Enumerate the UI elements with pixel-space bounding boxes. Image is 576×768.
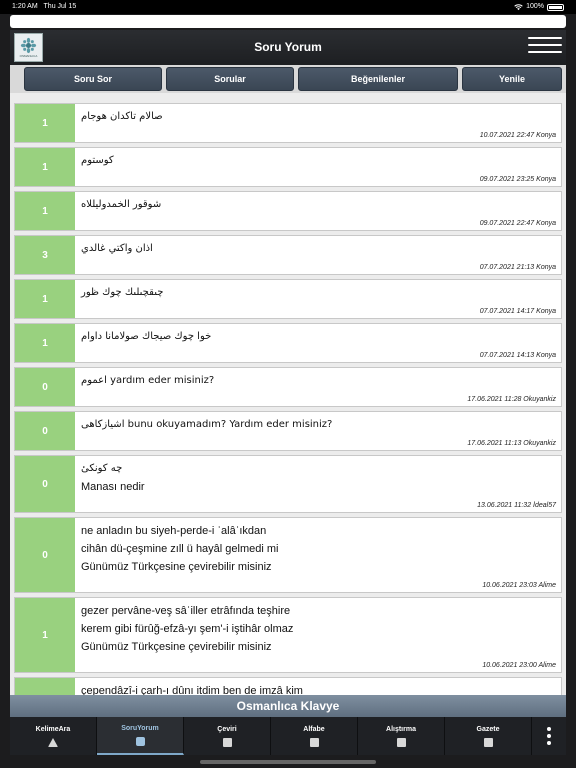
question-text-line: چىقچىلىك چوك ظور xyxy=(81,287,164,298)
address-bar xyxy=(10,15,566,28)
ask-question-button[interactable]: Soru Sor xyxy=(24,67,162,91)
tab-alfabe[interactable] xyxy=(271,717,358,755)
question-meta: 07.07.2021 21:13 Konya xyxy=(479,264,556,271)
question-text-line: Günümüz Türkçesine çevirebilir misiniz xyxy=(81,561,272,573)
page-title: Soru Yorum xyxy=(254,40,322,54)
question-text-line: Günümüz Türkçesine çevirebilir misiniz xyxy=(81,641,272,653)
question-meta: 07.07.2021 14:17 Konya xyxy=(479,308,556,315)
tab-label: Alfabe xyxy=(303,725,325,733)
tab-label: Alıştırma xyxy=(386,725,416,733)
newspaper-icon xyxy=(484,738,493,747)
answer-count-badge: 1 xyxy=(15,324,75,362)
answer-count-badge: 1 xyxy=(15,148,75,186)
answer-count-badge: 1 xyxy=(15,598,75,672)
question-text-line: كوستوم xyxy=(81,155,114,166)
question-text-line: gezer pervâne-veş sâʾiller etrâfında teşhire xyxy=(81,605,291,617)
question-text-line: شوقور الخمدوليللاه xyxy=(81,199,162,210)
question-content xyxy=(75,518,561,592)
question-meta: 09.07.2021 22:47 Konya xyxy=(479,220,556,227)
exercise-icon xyxy=(397,738,406,747)
question-content xyxy=(75,678,561,695)
answer-count-badge: 1 xyxy=(15,280,75,318)
battery-icon xyxy=(547,4,564,11)
question-text-line: Manası nedir xyxy=(81,481,145,493)
status-time xyxy=(12,0,76,14)
home-indicator xyxy=(200,760,376,764)
tab-label: Gazete xyxy=(476,725,500,733)
ottoman-keyboard-bar[interactable]: Osmanlıca Klavye xyxy=(10,695,566,717)
question-meta: 10.06.2021 23:00 Alime xyxy=(482,662,556,669)
bottom-tab-bar xyxy=(10,717,566,755)
question-content xyxy=(75,598,561,672)
question-text-line: خوا چوك صيجاك صولامانا داوام xyxy=(81,331,212,342)
answer-count-badge: 1 xyxy=(15,192,75,230)
tab-soruyorum[interactable] xyxy=(97,717,184,755)
question-meta: 17.06.2021 11:13 Okuyankiz xyxy=(467,440,556,447)
answer-count-badge: 0 xyxy=(15,456,75,512)
battery-percent: 100% xyxy=(526,3,544,10)
translate-icon xyxy=(223,738,232,747)
question-text-line: اذان واكتي غالدي xyxy=(81,243,153,254)
tab-alistirma[interactable] xyxy=(358,717,445,755)
questions-button[interactable]: Sorular xyxy=(166,67,294,91)
question-row[interactable] xyxy=(14,517,562,593)
status-bar xyxy=(0,0,576,14)
tab-gazete[interactable] xyxy=(445,717,532,755)
answer-count-badge: 3 xyxy=(15,236,75,274)
status-date: Thu Jul 15 xyxy=(43,3,77,10)
question-content xyxy=(75,368,561,406)
question-meta: 10.07.2021 22:47 Konya xyxy=(479,132,556,139)
question-row[interactable] xyxy=(14,597,562,673)
question-content xyxy=(75,192,561,230)
question-content xyxy=(75,456,561,512)
question-content xyxy=(75,148,561,186)
answer-count-badge: 1 xyxy=(15,104,75,142)
question-content xyxy=(75,280,561,318)
favorites-button[interactable]: Beğenilenler xyxy=(298,67,458,91)
question-row[interactable] xyxy=(14,677,562,695)
answer-count-badge: 0 xyxy=(15,368,75,406)
question-row[interactable] xyxy=(14,191,562,231)
question-meta: 09.07.2021 23:25 Konya xyxy=(479,176,556,183)
tab-kelimeara[interactable] xyxy=(10,717,97,755)
question-content xyxy=(75,104,561,142)
more-icon[interactable] xyxy=(532,717,566,755)
question-list[interactable] xyxy=(10,93,566,695)
refresh-button[interactable]: Yenile xyxy=(462,67,562,91)
question-text-line: ne anladın bu siyeh-perde-i ʿalâʾıkdan xyxy=(81,525,267,537)
question-text-line: اشيازكاهى bunu okuyamadım? Yardım eder misiniz? xyxy=(81,419,333,430)
question-text-line: چه كونكىٔ xyxy=(81,463,123,474)
chat-icon xyxy=(136,737,145,746)
status-right xyxy=(514,0,564,14)
tab-label: SoruYorum xyxy=(121,724,159,732)
tab-ceviri[interactable] xyxy=(184,717,271,755)
question-content xyxy=(75,412,561,450)
question-row[interactable] xyxy=(14,323,562,363)
question-row[interactable] xyxy=(14,367,562,407)
question-meta: 07.07.2021 14:13 Konya xyxy=(479,352,556,359)
app-header xyxy=(10,30,566,65)
question-row[interactable] xyxy=(14,411,562,451)
question-meta: 13.06.2021 11:32 İdeal57 xyxy=(477,502,556,509)
question-content xyxy=(75,236,561,274)
question-row[interactable] xyxy=(14,103,562,143)
tab-label: KelimeAra xyxy=(35,725,71,733)
question-text-line: cihân dü-çeşmine zıll ü hayâl gelmedi mi xyxy=(81,543,279,555)
question-toolbar xyxy=(10,65,566,93)
answer-count-badge: 0 xyxy=(15,518,75,592)
question-text-line: çependâzî-i çarh-ı dûnı itdim ben de imzâ kim xyxy=(81,685,303,695)
question-text-line: kerem gibi fürûğ-efzâ-yı şem'-i iştihâr olmaz xyxy=(81,623,294,635)
status-time-text: 1:20 AM xyxy=(12,3,38,10)
logo-text: OSMANLICA xyxy=(19,54,38,58)
question-meta: 17.06.2021 11:28 Okuyankiz xyxy=(467,396,556,403)
question-row[interactable] xyxy=(14,235,562,275)
answer-count-badge xyxy=(15,678,75,695)
question-meta: 10.06.2021 23:03 Alime xyxy=(482,582,556,589)
answer-count-badge: 0 xyxy=(15,412,75,450)
question-text-line: صالام تاكدان هوجام xyxy=(81,111,163,122)
alphabet-icon xyxy=(310,738,319,747)
question-row[interactable] xyxy=(14,279,562,319)
menu-icon[interactable] xyxy=(528,37,562,55)
question-content xyxy=(75,324,561,362)
wifi-icon xyxy=(514,4,523,11)
question-row[interactable] xyxy=(14,455,562,513)
tab-label: Çeviri xyxy=(217,725,237,733)
question-text-line: اعموم yardım eder misiniz? xyxy=(81,375,215,386)
question-row[interactable] xyxy=(14,147,562,187)
home-icon xyxy=(48,738,58,747)
